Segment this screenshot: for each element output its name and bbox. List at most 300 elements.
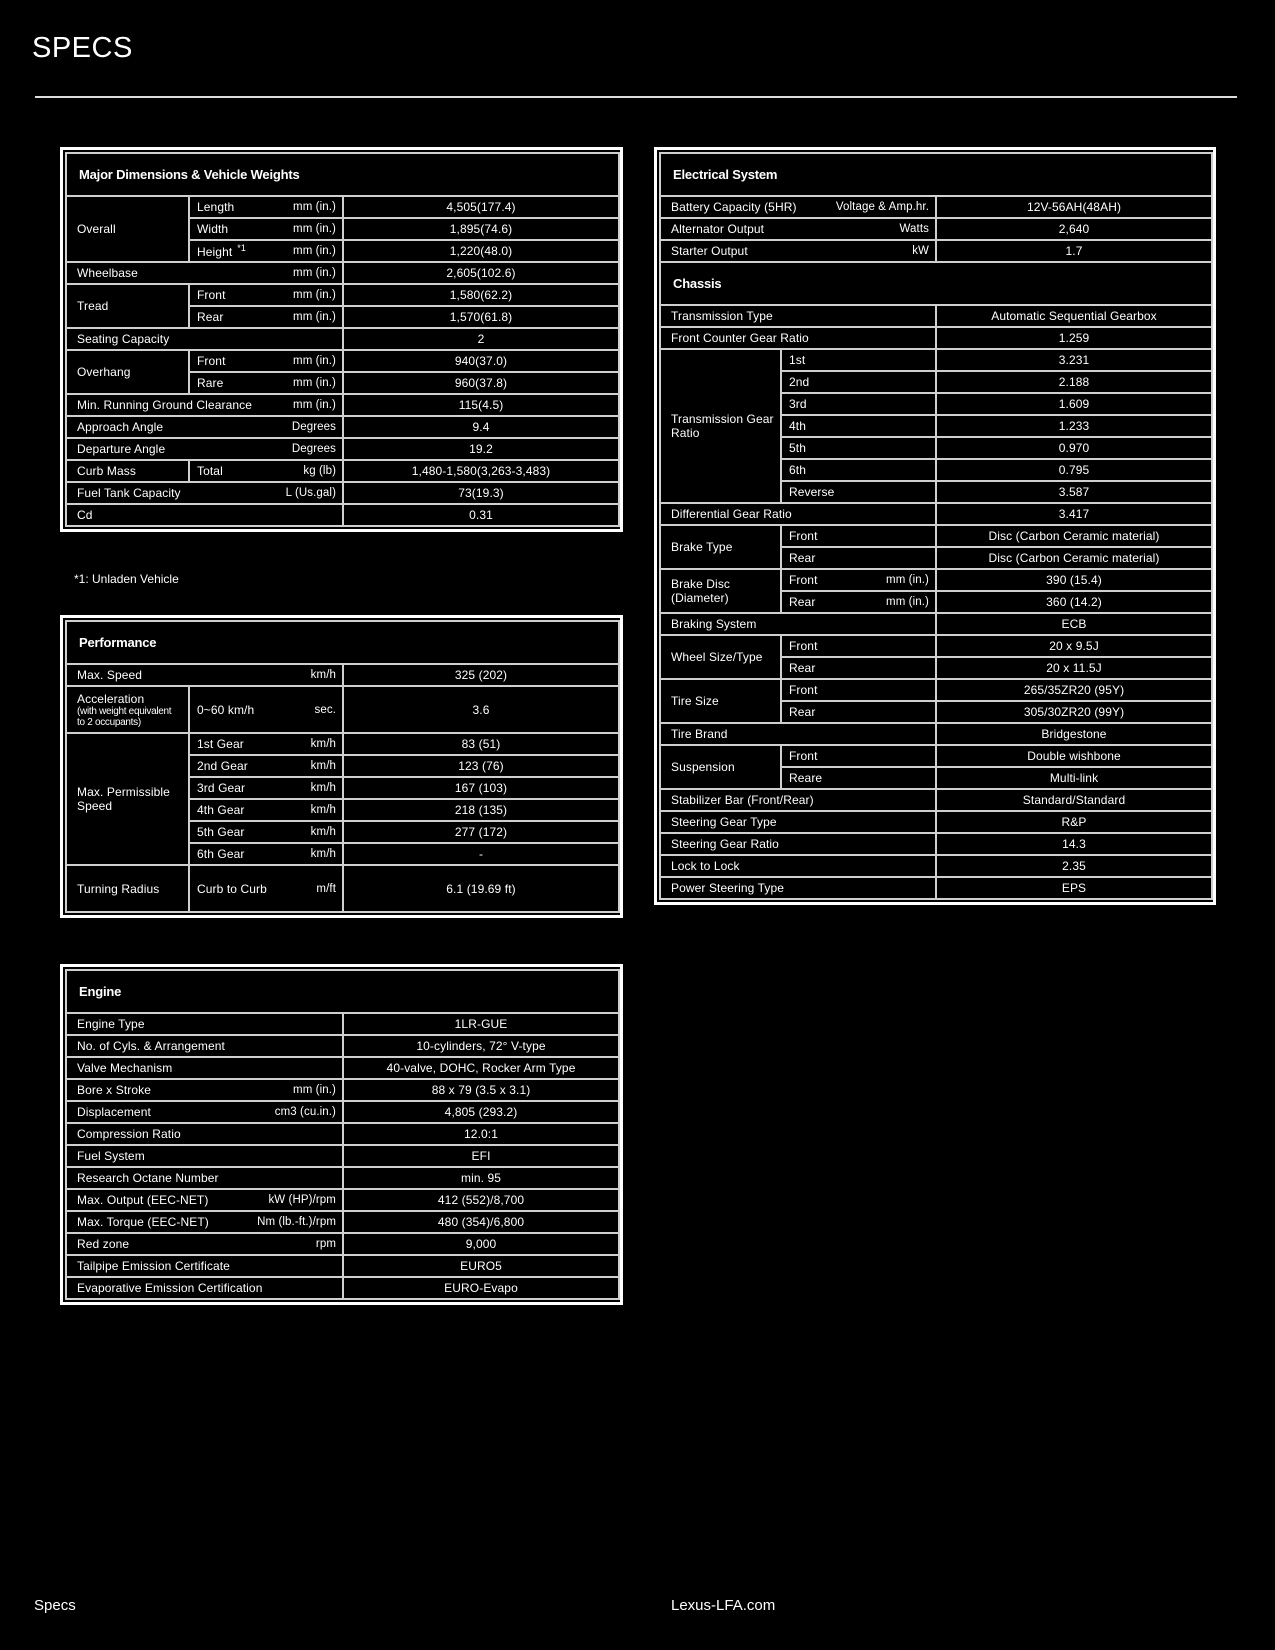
row-label: 6th — [789, 463, 806, 477]
row-label: Valve Mechanism — [77, 1061, 173, 1075]
sub-label-cell — [189, 196, 343, 218]
table-row — [660, 811, 1212, 833]
label-group — [77, 442, 286, 456]
row-label: Fuel System — [77, 1149, 145, 1163]
cell-content — [77, 1149, 336, 1163]
row-label: Tailpipe Emission Certificate — [77, 1259, 230, 1273]
row-label: No. of Cyls. & Arrangement — [77, 1039, 225, 1053]
row-label: Displacement — [77, 1105, 151, 1119]
row-label: Length — [197, 200, 235, 214]
row-label-cell — [66, 1079, 343, 1101]
unit-label: kW — [912, 245, 929, 257]
cell-content — [671, 507, 929, 521]
table-row — [66, 460, 619, 482]
label-group — [77, 398, 287, 412]
table-row — [66, 1189, 619, 1211]
cell-content — [671, 837, 929, 851]
value-cell: R&P — [936, 811, 1212, 833]
value-cell: 1,480-1,580(3,263-3,483) — [343, 460, 619, 482]
cell-content — [197, 243, 336, 259]
label-group — [671, 412, 774, 440]
row-label: Stabilizer Bar (Front/Rear) — [671, 793, 814, 807]
value-cell: 0.31 — [343, 504, 619, 526]
group-label-cell — [66, 686, 189, 733]
cell-content — [789, 529, 929, 543]
cell-content — [197, 759, 336, 773]
unit-label: km/h — [310, 804, 336, 816]
row-label: Braking System — [671, 617, 757, 631]
sub-label-cell — [189, 218, 343, 240]
label-group — [789, 529, 929, 543]
cell-content — [77, 1061, 336, 1075]
cell-content — [77, 464, 182, 478]
value-cell: 4,805 (293.2) — [343, 1101, 619, 1123]
value-cell: 390 (15.4) — [936, 569, 1212, 591]
value-cell: 83 (51) — [343, 733, 619, 755]
sub-label-cell — [781, 745, 936, 767]
value-cell: 1.233 — [936, 415, 1212, 437]
label-group — [789, 419, 929, 433]
row-label: Brake Disc (Diameter) — [671, 577, 731, 605]
row-label: 4th Gear — [197, 803, 245, 817]
row-label-cell — [660, 503, 936, 525]
cell-content — [789, 749, 929, 763]
sub-label-cell — [781, 701, 936, 723]
row-label: Overhang — [77, 365, 131, 379]
row-label-cell — [660, 723, 936, 745]
cell-content — [77, 1215, 336, 1229]
label-group — [197, 847, 305, 861]
value-cell: EURO5 — [343, 1255, 619, 1277]
table-row — [66, 262, 619, 284]
label-group — [671, 881, 929, 895]
cell-content — [789, 573, 929, 587]
label-group — [77, 464, 182, 478]
row-label: 5th — [789, 441, 806, 455]
row-label: 5th Gear — [197, 825, 245, 839]
cell-content — [671, 760, 774, 774]
value-cell: 6.1 (19.69 ft) — [343, 865, 619, 912]
table-row — [66, 1145, 619, 1167]
label-group — [197, 882, 310, 896]
row-label-cell — [66, 1233, 343, 1255]
group-label-cell — [660, 635, 781, 679]
label-group — [789, 353, 929, 367]
row-label: Alternator Output — [671, 222, 765, 236]
table-row — [660, 833, 1212, 855]
label-group — [671, 577, 774, 605]
row-label: Front — [789, 639, 818, 653]
sub-label-cell — [781, 547, 936, 569]
row-label: 0~60 km/h — [197, 702, 255, 717]
group-label-cell — [66, 733, 189, 865]
row-label: Front — [197, 288, 226, 302]
label-group — [671, 760, 774, 774]
label-group — [77, 1259, 336, 1273]
value-cell: 0.970 — [936, 437, 1212, 459]
sub-label-cell — [781, 371, 936, 393]
value-cell: 19.2 — [343, 438, 619, 460]
unit-label: mm (in.) — [293, 399, 336, 411]
value-cell: 265/35ZR20 (95Y) — [936, 679, 1212, 701]
row-label-cell — [66, 416, 343, 438]
row-label: Red zone — [77, 1237, 130, 1251]
value-cell: ECB — [936, 613, 1212, 635]
sub-label-cell — [189, 686, 343, 733]
row-label: Front — [197, 354, 226, 368]
unit-label: Degrees — [291, 421, 336, 433]
cell-content — [671, 727, 929, 741]
value-cell: 305/30ZR20 (99Y) — [936, 701, 1212, 723]
row-label: 4th — [789, 419, 806, 433]
table-row — [66, 1035, 619, 1057]
value-cell: 3.6 — [343, 686, 619, 733]
value-cell: 3.231 — [936, 349, 1212, 371]
group-label-cell — [66, 284, 189, 328]
cell-content — [789, 353, 929, 367]
sub-label-cell — [189, 865, 343, 912]
cell-content — [197, 825, 336, 839]
value-cell: 960(37.8) — [343, 372, 619, 394]
row-label: Steering Gear Ratio — [671, 837, 779, 851]
sub-label-cell — [781, 415, 936, 437]
section-header-row — [660, 262, 1212, 305]
table-row — [660, 679, 1212, 701]
cell-content — [789, 397, 929, 411]
cell-content — [77, 1083, 336, 1097]
row-label: Lock to Lock — [671, 859, 740, 873]
unit-label: cm3 (cu.in.) — [274, 1106, 336, 1118]
cell-content — [197, 222, 336, 236]
value-cell: 1.609 — [936, 393, 1212, 415]
performance-table — [60, 615, 623, 918]
sub-label-cell — [189, 240, 343, 262]
label-group — [77, 1017, 336, 1031]
row-label-cell — [660, 877, 936, 899]
table-row — [66, 482, 619, 504]
unit-label: km/h — [310, 669, 336, 681]
value-cell: EFI — [343, 1145, 619, 1167]
unit-label: Watts — [899, 223, 929, 235]
row-label: Cd — [77, 508, 93, 522]
unit-label: L (Us.gal) — [285, 487, 336, 499]
row-label: Overall — [77, 222, 116, 236]
group-label-cell — [66, 460, 189, 482]
row-label: Rear — [789, 595, 816, 609]
value-cell: Standard/Standard — [936, 789, 1212, 811]
unit-label: Nm (lb.-ft.)/rpm — [257, 1216, 336, 1228]
row-label: Approach Angle — [77, 420, 164, 434]
row-label: Differential Gear Ratio — [671, 507, 792, 521]
table-row — [66, 438, 619, 460]
row-label: Suspension — [671, 760, 735, 774]
label-group — [671, 617, 929, 631]
row-label: Reare — [789, 771, 823, 785]
unit-label: mm (in.) — [293, 377, 336, 389]
table-row — [66, 284, 619, 306]
footnote-marker: *1 — [237, 243, 247, 253]
value-cell: EURO-Evapo — [343, 1277, 619, 1299]
value-cell: 1,220(48.0) — [343, 240, 619, 262]
table-row — [66, 350, 619, 372]
cell-content — [77, 1017, 336, 1031]
table-row — [66, 394, 619, 416]
row-label-cell — [660, 196, 936, 218]
cell-content — [789, 595, 929, 609]
row-label: Departure Angle — [77, 442, 166, 456]
sub-label-cell — [781, 657, 936, 679]
row-label: Evaporative Emission Certification — [77, 1281, 263, 1295]
row-label: 3rd Gear — [197, 781, 246, 795]
row-label: Min. Running Ground Clearance — [77, 398, 252, 412]
row-label-cell — [660, 789, 936, 811]
row-label-cell — [66, 1013, 343, 1035]
row-label: 1st — [789, 353, 806, 367]
cell-content — [77, 508, 336, 522]
cell-content — [77, 692, 182, 728]
table-row — [66, 865, 619, 912]
label-group — [197, 781, 305, 795]
unit-label: km/h — [310, 848, 336, 860]
cell-content — [671, 650, 774, 664]
page-title: SPECS — [32, 32, 133, 64]
label-group — [671, 540, 774, 554]
label-group — [77, 1215, 251, 1229]
cell-content — [789, 463, 929, 477]
section-title: Engine — [66, 970, 619, 1013]
cell-content — [77, 1105, 336, 1119]
cell-content — [77, 785, 182, 813]
unit-label: mm (in.) — [293, 1084, 336, 1096]
row-label-cell — [660, 613, 936, 635]
table-row — [66, 1277, 619, 1299]
cell-content — [197, 354, 336, 368]
label-group — [197, 243, 287, 259]
row-label: Engine Type — [77, 1017, 145, 1031]
unit-label: Degrees — [291, 443, 336, 455]
label-group — [789, 661, 929, 675]
label-group — [197, 222, 287, 236]
cell-content — [197, 847, 336, 861]
cell-content — [671, 617, 929, 631]
value-cell: 1LR-GUE — [343, 1013, 619, 1035]
row-label-cell — [66, 262, 343, 284]
value-cell: 10-cylinders, 72° V-type — [343, 1035, 619, 1057]
cell-content — [77, 398, 336, 412]
label-group — [789, 771, 929, 785]
table-row — [66, 196, 619, 218]
table-row — [66, 1013, 619, 1035]
value-cell: 73(19.3) — [343, 482, 619, 504]
sub-label-cell — [781, 767, 936, 789]
row-label: Rear — [197, 310, 224, 324]
unit-label: kg (lb) — [303, 465, 336, 477]
sub-label-cell — [189, 755, 343, 777]
cell-content — [77, 1193, 336, 1207]
value-cell: 1,570(61.8) — [343, 306, 619, 328]
value-cell: 40-valve, DOHC, Rocker Arm Type — [343, 1057, 619, 1079]
table-row — [660, 503, 1212, 525]
cell-content — [789, 771, 929, 785]
sub-label-cell — [189, 460, 343, 482]
cell-content — [77, 486, 336, 500]
label-group — [197, 200, 287, 214]
cell-content — [671, 200, 929, 214]
footer-section-label: Specs — [34, 1597, 76, 1614]
value-cell: 3.587 — [936, 481, 1212, 503]
label-group — [77, 365, 182, 379]
row-label-cell — [660, 218, 936, 240]
row-label-cell — [660, 811, 936, 833]
unit-label: km/h — [310, 738, 336, 750]
label-group — [789, 551, 929, 565]
cell-content — [671, 577, 774, 605]
row-label: Max. Permissible Speed — [77, 785, 170, 813]
label-group — [197, 464, 297, 478]
cell-content — [789, 441, 929, 455]
sub-label-cell — [781, 525, 936, 547]
table-row — [66, 328, 619, 350]
label-group — [197, 354, 287, 368]
section-title: Performance — [66, 621, 619, 664]
row-label: Height — [197, 245, 233, 259]
value-cell: 2.188 — [936, 371, 1212, 393]
unit-label: mm (in.) — [293, 223, 336, 235]
label-group — [77, 332, 336, 346]
sub-label-cell — [189, 843, 343, 865]
value-cell: 167 (103) — [343, 777, 619, 799]
label-group — [77, 692, 182, 728]
label-group — [197, 288, 287, 302]
label-group — [789, 375, 929, 389]
row-label: Rare — [197, 376, 224, 390]
label-group — [77, 486, 280, 500]
value-cell: 123 (76) — [343, 755, 619, 777]
cell-content — [671, 412, 774, 440]
row-label-cell — [660, 833, 936, 855]
label-group — [671, 815, 929, 829]
table-row — [660, 789, 1212, 811]
electrical-chassis-table — [654, 147, 1216, 905]
label-group — [77, 1193, 262, 1207]
cell-content — [789, 375, 929, 389]
label-group — [77, 1039, 336, 1053]
table-row — [660, 613, 1212, 635]
table-row — [66, 416, 619, 438]
section-title: Chassis — [660, 262, 1212, 305]
row-label-cell — [66, 1035, 343, 1057]
label-group — [77, 1083, 287, 1097]
value-cell: min. 95 — [343, 1167, 619, 1189]
table-row — [66, 504, 619, 526]
label-group — [671, 793, 929, 807]
table-row — [66, 1233, 619, 1255]
value-cell: 277 (172) — [343, 821, 619, 843]
cell-content — [77, 1259, 336, 1273]
row-label: Front — [789, 529, 818, 543]
label-group — [789, 573, 880, 587]
row-label-cell — [660, 855, 936, 877]
row-label-cell — [66, 1255, 343, 1277]
value-cell: 2,640 — [936, 218, 1212, 240]
row-label-cell — [66, 1277, 343, 1299]
cell-content — [77, 420, 336, 434]
value-cell: 480 (354)/6,800 — [343, 1211, 619, 1233]
value-cell: 88 x 79 (3.5 x 3.1) — [343, 1079, 619, 1101]
label-group — [77, 266, 287, 280]
row-label: Front Counter Gear Ratio — [671, 331, 809, 345]
row-label: 6th Gear — [197, 847, 245, 861]
label-group — [789, 705, 929, 719]
row-label: Fuel Tank Capacity — [77, 486, 181, 500]
sub-label-cell — [189, 777, 343, 799]
value-cell: Bridgestone — [936, 723, 1212, 745]
table-row — [66, 1167, 619, 1189]
value-cell: 20 x 11.5J — [936, 657, 1212, 679]
label-group — [789, 441, 929, 455]
sub-label-cell — [781, 635, 936, 657]
value-cell: 14.3 — [936, 833, 1212, 855]
row-label: 2nd Gear — [197, 759, 248, 773]
cell-content — [671, 309, 929, 323]
row-label: Total — [197, 464, 223, 478]
label-group — [671, 694, 774, 708]
sub-label-cell — [189, 799, 343, 821]
row-label: Battery Capacity (5HR) — [671, 200, 797, 214]
row-label: 3rd — [789, 397, 807, 411]
table-row — [66, 1123, 619, 1145]
value-cell: 12V-56AH(48AH) — [936, 196, 1212, 218]
row-label: Reverse — [789, 485, 835, 499]
value-cell: 360 (14.2) — [936, 591, 1212, 613]
table-row — [660, 218, 1212, 240]
value-cell: 940(37.0) — [343, 350, 619, 372]
section-header-row — [66, 970, 619, 1013]
row-label-cell — [66, 1189, 343, 1211]
table-row — [660, 877, 1212, 899]
row-label: Max. Output (EEC-NET) — [77, 1193, 209, 1207]
row-label-cell — [66, 394, 343, 416]
sub-label-cell — [781, 459, 936, 481]
row-label: Front — [789, 573, 818, 587]
label-group — [197, 759, 305, 773]
group-label-cell — [660, 679, 781, 723]
row-label: Power Steering Type — [671, 881, 785, 895]
cell-content — [789, 661, 929, 675]
label-group — [671, 331, 929, 345]
value-cell: 1.259 — [936, 327, 1212, 349]
label-group — [671, 837, 929, 851]
row-label: Compression Ratio — [77, 1127, 181, 1141]
cell-content — [789, 419, 929, 433]
value-cell: 115(4.5) — [343, 394, 619, 416]
section-header-row — [66, 621, 619, 664]
table-row — [66, 1057, 619, 1079]
row-label: Width — [197, 222, 229, 236]
unit-label: mm (in.) — [293, 201, 336, 213]
table-row — [660, 635, 1212, 657]
row-label-cell — [66, 1101, 343, 1123]
cell-content — [671, 540, 774, 554]
cell-content — [197, 288, 336, 302]
group-label-cell — [660, 745, 781, 789]
row-label-cell — [66, 1145, 343, 1167]
sub-label-cell — [189, 733, 343, 755]
row-label: Transmission Type — [671, 309, 773, 323]
section-title: Major Dimensions & Vehicle Weights — [66, 153, 619, 196]
value-cell: 2,605(102.6) — [343, 262, 619, 284]
value-cell: Double wishbone — [936, 745, 1212, 767]
